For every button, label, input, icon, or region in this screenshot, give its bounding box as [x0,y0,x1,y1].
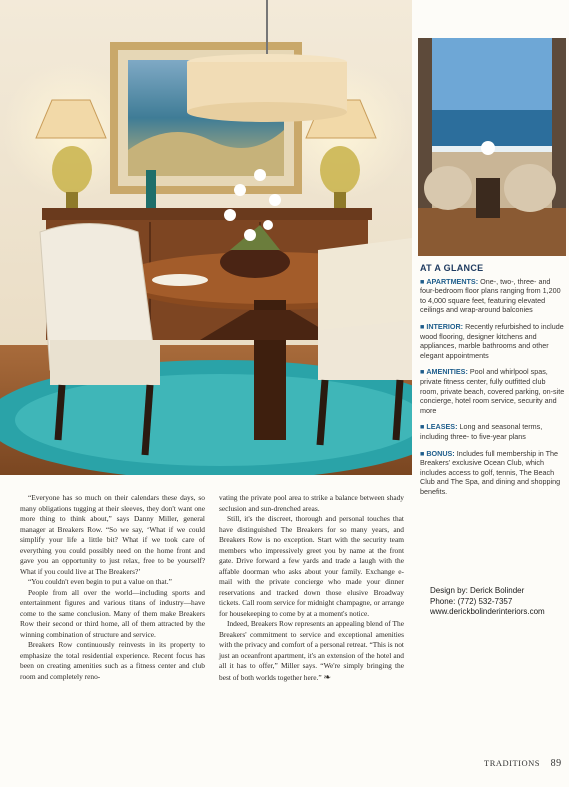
sidebar-item-label: BONUS: [426,448,455,458]
sidebar-item-leases [420,422,565,441]
sidebar-item-text: Recently refurbished to include wood flooring, designer kitchens and appliances, marble bathrooms and other elegant appointments [420,321,564,360]
sidebar-item-text: Pool and whirlpool spas, private fitness center, fully outfitted club room, private beach, covered parking, on-site concierge, hotel room service, security and more [420,367,565,415]
dining-room-photo [0,0,412,475]
credit-phone: Phone: (772) 532-7357 [430,596,513,606]
square-bullet-icon: ■ [420,367,425,377]
article-paragraph: People from all over the world—including sports and entertainment figures and various titans of industry—have come to the same conclusion. Many of them make Breakers Row their second or third home, all of them attracted by the winning combination of structure and service. [20,587,205,639]
credit-website[interactable]: www.derickbolinderinteriors.com [430,607,545,616]
sidebar-item-interior [420,322,565,360]
square-bullet-icon: ■ [420,422,425,432]
designer-credit [430,586,569,618]
sidebar-item-text: Long and seasonal terms, including three- to five-year plans [420,422,543,441]
article-paragraph: “You couldn't even begin to put a value on that.” [28,577,172,586]
ocean-view-living-room-photo [418,38,566,256]
sidebar-item-label: APARTMENTS: [426,276,479,286]
article-paragraph: Still, it's the discreet, thorough and personal touches that have distinguished The Breakers for so many years, and Breakers Row is no exception. Start with the security team members who impressively greet you by name at the front gate. Drive forward a few yards and trade a laugh with the affable doorman who asks about your family. Exchange e-mail with the private concierge who made your dinner reservations and tracked down those elusive Broadway tickets. Call room service for midnight champagne, or arrange for housekeeping to come by at a moment's notice. [219,514,404,618]
article-paragraph-text: Indeed, Breakers Row represents an appealing blend of The Breakers' commitment to service and exceptional amenities with the privacy and comfort of a personal retreat. “This is not just an oceanfront apartment, it's an extension of the hotel and all it has to offer,” Miller says. “We're simply bringing the best of both worlds together here.” [219,619,404,682]
article-paragraph [219,619,404,683]
sidebar-item-label: INTERIOR: [426,321,464,331]
sidebar-item-label: AMENITIES: [426,367,468,377]
sidebar-item-amenities [420,367,565,415]
article-paragraph: Breakers Row continuously reinvests in its property to emphasize the total residential experience. Recent focus has been on creating amenities such as a fitness center and club room and completely reno- [20,640,205,681]
end-mark-icon: ❧ [323,671,332,682]
at-a-glance-sidebar [420,264,565,503]
article-paragraph: “Everyone has so much on their calendars these days, so many obligations tugging at their sleeves, they don't want one more thing to think about,” says Danny Miller, general manager at Breakers Row. “So we say, ‘What if we could simplify your life a little bit? What if we took care of everything you could possibly need on the home front and gave you an opportunity to just relax, free to be yourself? What if you could live at The Breakers?’ [20,493,205,576]
square-bullet-icon: ■ [420,276,425,286]
ocean-view-illustration [418,38,566,256]
sidebar-item-label: LEASES: [426,422,458,432]
sidebar-item-text: Includes full membership in The Breakers' exclusive Ocean Club, which includes access to golf, tennis, The Beach Club and The Spa, and dining and shopping benefits. [420,448,561,496]
page-number: 89 [550,758,562,769]
page-footer [484,758,562,769]
sidebar-item-bonus [420,449,565,497]
square-bullet-icon: ■ [420,321,425,331]
sidebar-item-apartments [420,277,565,315]
article-column-2 [219,493,404,683]
square-bullet-icon: ■ [420,448,425,458]
dining-room-illustration [0,0,412,475]
article-column-1 [20,493,205,682]
magazine-section: TRADITIONS [484,758,540,768]
credit-designer: Design by: Derick Bolinder [430,586,525,595]
sidebar-heading: AT A GLANCE [420,263,484,273]
sidebar-item-text: One-, two-, three- and four-bedroom floor plans ranging from 1,200 to 4,000 square feet, featuring elevated ceilings and wrap-around balconies [420,276,561,315]
article-paragraph: vating the private pool area to strike a balance between shady seclusion and sun-drenched areas. [219,493,404,513]
